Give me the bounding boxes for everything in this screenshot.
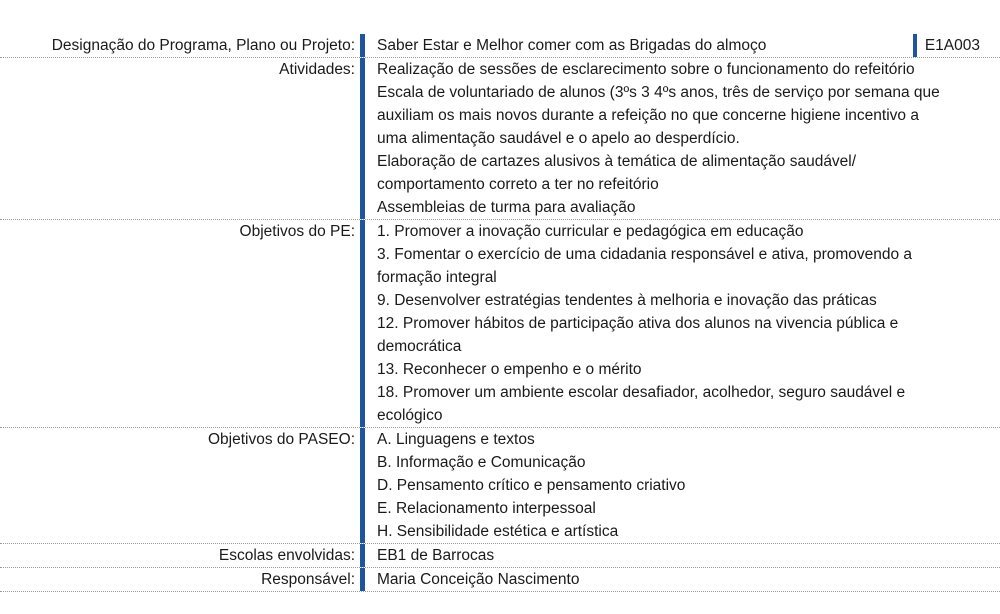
value-line: Saber Estar e Melhor comer com as Brigadas do almoço (377, 37, 767, 54)
row-designation (0, 34, 1000, 58)
field-value (365, 568, 1000, 591)
value-line: 12. Promover hábitos de participação ativa dos alunos na vivencia pública e (377, 315, 899, 332)
value-line: formação integral (377, 269, 497, 286)
value-line: auxiliam os mais novos durante a refeição no que concerne higiene incentivo a (377, 107, 919, 124)
value-line: Elaboração de cartazes alusivos à temática de alimentação saudável/ (377, 153, 857, 170)
value-line: 18. Promover um ambiente escolar desafiador, acolhedor, seguro saudável e (377, 384, 906, 401)
value-line: 3. Fomentar o exercício de uma cidadania responsável e ativa, promovendo a (377, 246, 913, 263)
value-line: Escala de voluntariado de alunos (3ºs 3 4ºs anos, três de serviço por semana que (377, 84, 940, 101)
value-line: 13. Reconhecer o empenho e o mérito (377, 361, 642, 378)
value-line: E. Relacionamento interpessoal (377, 500, 596, 517)
project-info-table (0, 34, 1000, 592)
code-marker-bar (913, 34, 917, 57)
project-code (913, 34, 980, 57)
field-value (365, 58, 1000, 219)
value-line: Assembleias de turma para avaliação (377, 199, 636, 216)
row-responsible (0, 568, 1000, 592)
value-line: democrática (377, 338, 462, 355)
field-value (365, 34, 1000, 57)
value-line: A. Linguagens e textos (377, 431, 535, 448)
field-label: Designação do Programa, Plano ou Projeto: (51, 37, 355, 54)
field-label: Atividades: (279, 61, 355, 78)
field-value (365, 220, 1000, 427)
field-label: Objetivos do PE: (239, 223, 355, 240)
row-pe-objectives (0, 220, 1000, 428)
value-line: Realização de sessões de esclarecimento sobre o funcionamento do refeitório (377, 61, 915, 78)
value-line: Maria Conceição Nascimento (377, 571, 580, 588)
field-label: Objetivos do PASEO: (207, 431, 355, 448)
value-line: comportamento correto a ter no refeitório (377, 176, 659, 193)
value-line: 1. Promover a inovação curricular e pedagógica em educação (377, 223, 804, 240)
field-label: Responsável: (261, 571, 355, 588)
row-activities (0, 58, 1000, 220)
value-line: EB1 de Barrocas (377, 547, 495, 564)
field-value (365, 544, 1000, 567)
value-line: B. Informação e Comunicação (377, 454, 586, 471)
field-value (365, 428, 1000, 543)
value-line: 9. Desenvolver estratégias tendentes à melhoria e inovação das práticas (377, 292, 877, 309)
field-label: Escolas envolvidas: (218, 547, 355, 564)
project-code-text: E1A003 (924, 37, 980, 54)
value-line: D. Pensamento crítico e pensamento criativo (377, 477, 686, 494)
value-line: uma alimentação saudável e o apelo ao desperdício. (377, 130, 740, 147)
value-line: H. Sensibilidade estética e artística (377, 523, 619, 540)
value-line: ecológico (377, 407, 443, 424)
row-paseo-objectives (0, 428, 1000, 544)
row-schools (0, 544, 1000, 568)
